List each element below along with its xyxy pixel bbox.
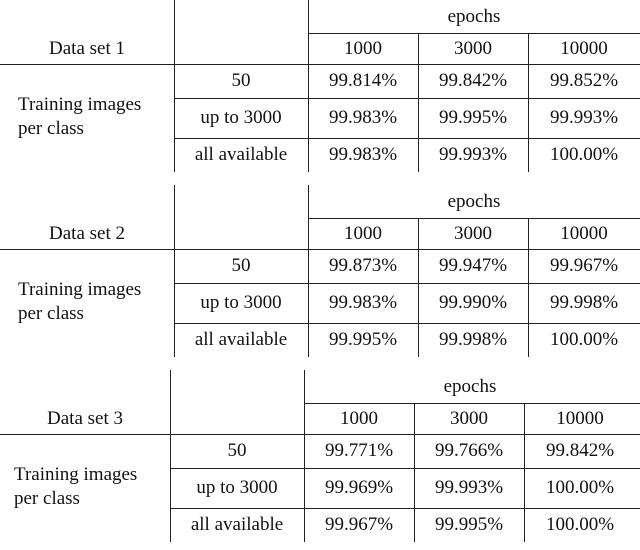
row-label-all-available: all available (194, 144, 288, 165)
epoch-col-10000: 10000 (556, 408, 604, 429)
results-table-3 (0, 370, 640, 550)
epoch-col-3000: 3000 (454, 38, 492, 59)
cell: 99.995% (328, 329, 398, 350)
row-label-all-available: all available (190, 514, 284, 535)
cell: 99.967% (324, 514, 394, 535)
row-label-50: 50 (231, 255, 251, 276)
epochs-header: epochs (443, 376, 497, 397)
cell: 99.842% (438, 70, 508, 91)
cell: 99.842% (545, 440, 615, 461)
cell: 99.998% (438, 329, 508, 350)
epoch-col-1000: 1000 (340, 408, 378, 429)
cell: 99.995% (434, 514, 504, 535)
cell: 99.983% (328, 107, 398, 128)
dataset-label: Data set 1 (49, 38, 125, 59)
cell: 100.00% (549, 144, 619, 165)
results-table-2 (0, 185, 640, 365)
cell: 99.990% (438, 292, 508, 313)
cell: 99.814% (328, 70, 398, 91)
cell: 99.993% (549, 107, 619, 128)
row-label-up-to-3000: up to 3000 (200, 107, 282, 128)
epoch-col-1000: 1000 (344, 223, 382, 244)
row-header-line-1: Training images (18, 279, 142, 300)
cell: 99.873% (328, 255, 398, 276)
row-label-50: 50 (231, 70, 251, 91)
row-label-up-to-3000: up to 3000 (196, 477, 278, 498)
epoch-col-3000: 3000 (454, 223, 492, 244)
epochs-header: epochs (447, 6, 501, 27)
cell: 100.00% (545, 514, 615, 535)
cell: 100.00% (545, 477, 615, 498)
row-header-line-2: per class (14, 488, 80, 509)
row-header-line-1: Training images (14, 464, 138, 485)
epoch-col-10000: 10000 (560, 223, 608, 244)
cell: 99.766% (434, 440, 504, 461)
cell: 99.771% (324, 440, 394, 461)
cell: 99.993% (434, 477, 504, 498)
dataset-label: Data set 3 (47, 408, 123, 429)
epoch-col-10000: 10000 (560, 38, 608, 59)
results-table-1 (0, 0, 640, 180)
epoch-col-3000: 3000 (450, 408, 488, 429)
epoch-col-1000: 1000 (344, 38, 382, 59)
cell: 99.852% (549, 70, 619, 91)
cell: 99.998% (549, 292, 619, 313)
row-label-up-to-3000: up to 3000 (200, 292, 282, 313)
cell: 99.969% (324, 477, 394, 498)
row-header-line-2: per class (18, 303, 84, 324)
cell: 99.993% (438, 144, 508, 165)
epochs-header: epochs (447, 191, 501, 212)
cell: 99.983% (328, 292, 398, 313)
cell: 99.983% (328, 144, 398, 165)
cell: 99.995% (438, 107, 508, 128)
row-header-line-1: Training images (18, 94, 142, 115)
dataset-label: Data set 2 (49, 223, 125, 244)
cell: 99.947% (438, 255, 508, 276)
row-label-50: 50 (227, 440, 247, 461)
row-label-all-available: all available (194, 329, 288, 350)
cell: 99.967% (549, 255, 619, 276)
cell: 100.00% (549, 329, 619, 350)
row-header-line-2: per class (18, 118, 84, 139)
